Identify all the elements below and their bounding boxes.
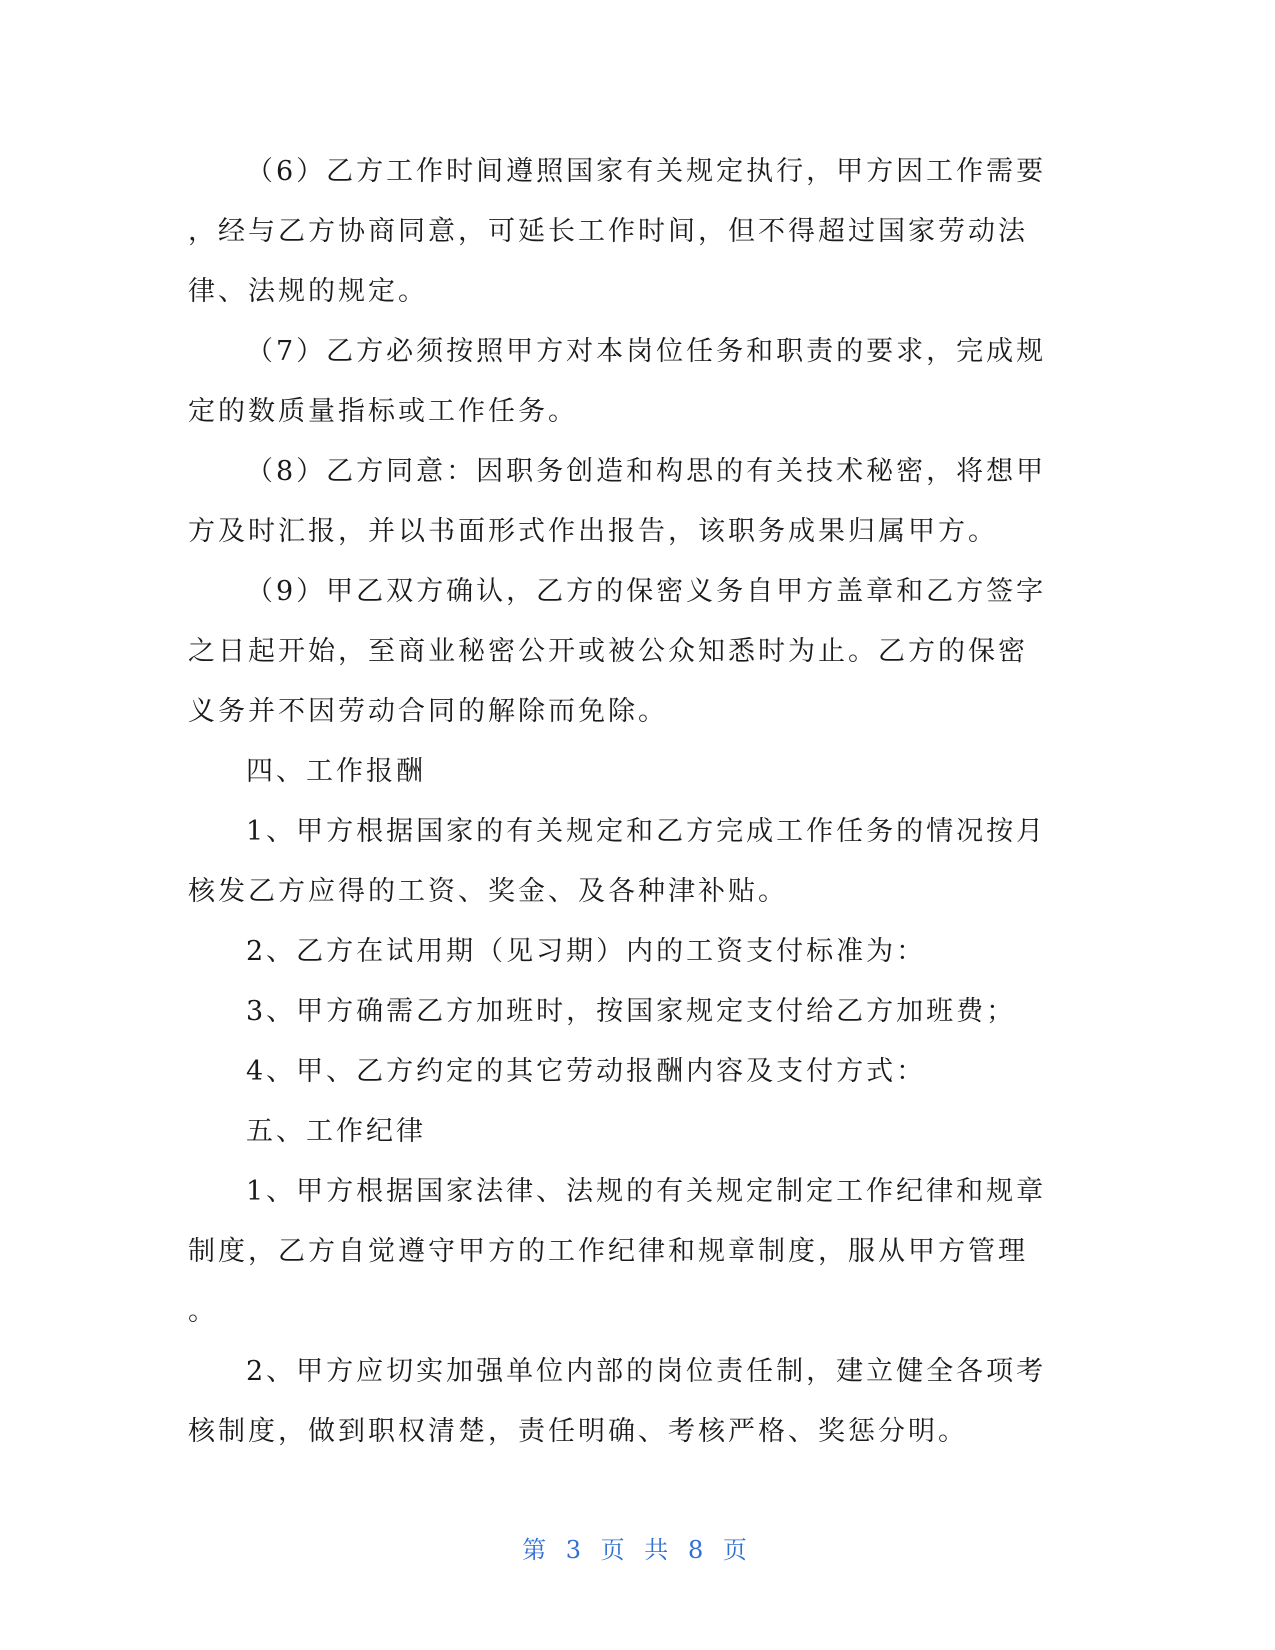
text-line: （9）甲乙双方确认，乙方的保密义务自甲方盖章和乙方签字	[246, 576, 1047, 607]
text-line: 1、甲方根据国家的有关规定和乙方完成工作任务的情况按月	[246, 816, 1047, 847]
text-line: 核制度，做到职权清楚，责任明确、考核严格、奖惩分明。	[188, 1416, 968, 1447]
text-line: 4、甲、乙方约定的其它劳动报酬内容及支付方式：	[246, 1056, 927, 1087]
section-heading: 四、工作报酬	[246, 756, 426, 787]
paragraph-9	[188, 562, 1068, 742]
clause-4-3	[188, 982, 1068, 1042]
text-line: 1、甲方根据国家法律、法规的有关规定制定工作纪律和规章	[246, 1176, 1047, 1207]
text-line: 制度，乙方自觉遵守甲方的工作纪律和规章制度，服从甲方管理	[188, 1236, 1028, 1267]
section-heading-work-pay	[188, 742, 1068, 802]
clause-4-1	[188, 802, 1068, 922]
paragraph-8	[188, 442, 1068, 562]
text-line: 方及时汇报，并以书面形式作出报告，该职务成果归属甲方。	[188, 516, 998, 547]
text-line: 2、乙方在试用期（见习期）内的工资支付标准为：	[246, 936, 927, 967]
text-line: （8）乙方同意：因职务创造和构思的有关技术秘密，将想甲	[246, 456, 1047, 487]
paragraph-7	[188, 322, 1068, 442]
text-line: 3、甲方确需乙方加班时，按国家规定支付给乙方加班费；	[246, 996, 1017, 1027]
text-line: 律、法规的规定。	[188, 276, 428, 307]
text-line: 义务并不因劳动合同的解除而免除。	[188, 696, 668, 727]
text-line: （7）乙方必须按照甲方对本岗位任务和职责的要求，完成规	[246, 336, 1047, 367]
section-heading-work-discipline	[188, 1102, 1068, 1162]
text-line: ，经与乙方协商同意，可延长工作时间，但不得超过国家劳动法	[188, 216, 1028, 247]
clause-4-2	[188, 922, 1068, 982]
text-line: 2、甲方应切实加强单位内部的岗位责任制，建立健全各项考	[246, 1356, 1047, 1387]
document-body	[188, 142, 1068, 1462]
clause-5-2	[188, 1342, 1068, 1462]
text-line: （6）乙方工作时间遵照国家有关规定执行，甲方因工作需要	[246, 156, 1047, 187]
section-heading: 五、工作纪律	[246, 1116, 426, 1147]
text-line: 定的数质量指标或工作任务。	[188, 396, 578, 427]
text-line: 核发乙方应得的工资、奖金、及各种津补贴。	[188, 876, 788, 907]
clause-4-4	[188, 1042, 1068, 1102]
text-line: 之日起开始，至商业秘密公开或被公众知悉时为止。乙方的保密	[188, 636, 1028, 667]
paragraph-6	[188, 142, 1068, 322]
clause-5-1	[188, 1162, 1068, 1342]
page-number-footer: 第 3 页 共 8 页	[522, 1536, 753, 1564]
text-line: 。	[188, 1296, 218, 1327]
